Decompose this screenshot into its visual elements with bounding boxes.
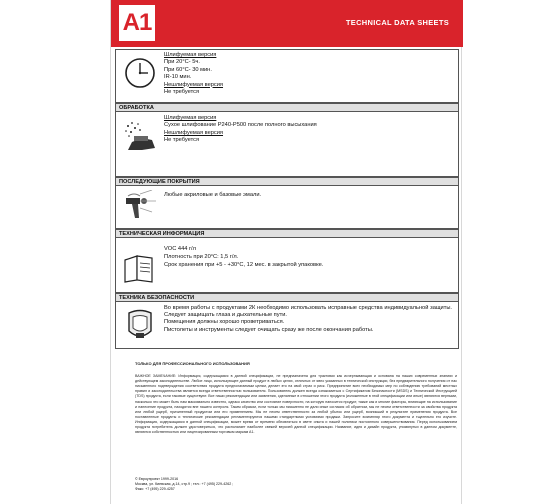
section-heading: ОБРАБОТКА <box>116 104 458 112</box>
legal-notice: ВАЖНОЕ ЗАМЕЧАНИЕ: Информация, содержащаяся в данной спецификации, не предназначена для трактовки как исчерпывающая и основана на наших современных знаниях и действующем законодательстве. Любое лицо, использующее данный продукт в любых целях, отличных от явно указанных в технической инструкции, без предварительного получения от нас письменного подтверждения соответствия продукта предполагаемым целям, делает это на свой страх и риск. Предпринятие всех необходимых мер по соблюдению требований местных правил и законодательства является всегда ответственностью пользователя. Пользователь должен всегда ознакомиться с Сертификатом Безопасности (MSDS) и Технической Инструкцией (TDS) продукта, если таковые существуют. Все наши рекомендации или заявления, сделанные в отношении этого продукта (изложенные в этой спецификации или иные) являются верными, насколько это может быть нам максимально известно, однако качество или состояние поверхности, на которую наносится продукт, также как и многие факторы, влияющие на использование и нанесение продукта, находятся вне нашего контроля. Таким образом, если только мы письменно не дали иные согласия об обратном, мы не несем ответственности за свойства продукта или любой ущерб, причиненный продуктом или его применением. Мы не несем ответственности за любой убыток или ущерб, возникший в результате применения продукта. Все поставленные продукты и технические рекомендации регламентируются нашими стандартными условиями продажи. Запросите экземпляр этого документа и тщательно его изучите. Информация, содержащаяся в данной спецификации, может время от времени обновляться в свете опыта и нашей политики постоянного совершенствования. Перед использованием продукта потребитель должен удостовериться, что располагает наиболее свежей версией данной спецификации. Название, идея и дизайн продукта, упомянутых в данном документе, являются собственностью или лицензированным торговым маркам A1. <box>135 374 457 435</box>
logo-text: A1 <box>122 9 152 36</box>
drying-non-sandable-value: Не требуется <box>164 89 200 96</box>
section-heading: ТЕХНИКА БЕЗОПАСНОСТИ <box>116 294 458 302</box>
section-safety <box>115 293 459 349</box>
section-drying <box>115 49 459 103</box>
face-shield-icon <box>122 309 158 341</box>
copyright-block <box>135 477 233 493</box>
processing-sandable-label: Шлифуемая версия <box>164 115 217 121</box>
clock-icon <box>122 57 158 89</box>
drying-line: При 20°C- 5ч. <box>164 59 200 66</box>
safety-line: Пистолеты и инструменты следует очищать сразу же после окончания работы. <box>164 326 374 333</box>
section-drying-body <box>116 50 458 102</box>
section-processing <box>115 103 459 177</box>
drying-line: IR-10 мин. <box>164 74 192 81</box>
section-technical <box>115 229 459 293</box>
technical-text <box>164 245 452 270</box>
technical-line: VOC 444 г/л <box>164 246 196 252</box>
drying-line: При 60°C- 30 мин. <box>164 66 212 73</box>
technical-line: Плотность при 20°С: 1,5 г/л. <box>164 254 239 261</box>
processing-text <box>164 115 452 145</box>
topcoats-text: Любые акриловые и базовые эмали. <box>164 192 262 198</box>
processing-non-sandable-value: Не требуется <box>164 137 200 144</box>
drying-non-sandable-label: Нешлифуемая версия <box>164 81 224 88</box>
drying-sandable-label: Шлифуемая версия <box>164 52 217 58</box>
a1-logo <box>119 5 155 41</box>
safety-line: Во время работы с продуктами 2К необходимо использовать исправные средства индивидуальной защиты. Следует защищать глаза и дыхательные пути. <box>164 305 452 319</box>
processing-sandable-value: Сухое шлифование P240-P500 после полного высыхания <box>164 122 317 129</box>
section-topcoats-body <box>116 186 458 228</box>
copyright: © Евроупроект 1999-2016 <box>135 477 179 481</box>
safety-line: Помещения должны хорошо проветриваться. <box>164 319 285 326</box>
header-bar <box>111 0 463 47</box>
section-processing-body <box>116 112 458 176</box>
processing-non-sandable-label: Нешлифуемая версия <box>164 129 224 136</box>
drying-text <box>164 52 452 96</box>
section-technical-body <box>116 238 458 292</box>
header-title: TECHNICAL DATA SHEETS <box>345 18 449 27</box>
section-topcoats <box>115 177 459 229</box>
section-heading: ТЕХНИЧЕСКАЯ ИНФОРМАЦИЯ <box>116 230 458 238</box>
address: Москва, ул. Киевская, д.14, стр.9 ; тел.: +7 (495) 229-4262 ; <box>135 482 234 487</box>
sanding-icon <box>122 120 158 152</box>
spray-gun-icon <box>122 190 158 222</box>
section-safety-body <box>116 302 458 348</box>
pro-use-notice: ТОЛЬКО ДЛЯ ПРОФЕССИОНАЛЬНОГО ИСПОЛЬЗОВАНИЯ <box>135 361 250 366</box>
section-heading: ПОСЛЕДУЮЩИЕ ПОКРЫТИЯ <box>116 178 458 186</box>
document-icon <box>122 252 158 284</box>
fax: Факс: +7 (495) 229-4257 <box>135 487 175 492</box>
safety-text <box>164 305 452 334</box>
technical-line: Срок хранения при +5 - +30°С, 12 мес. в закрытой упаковке. <box>164 262 324 269</box>
data-sheet <box>110 0 462 504</box>
footer <box>117 361 457 435</box>
